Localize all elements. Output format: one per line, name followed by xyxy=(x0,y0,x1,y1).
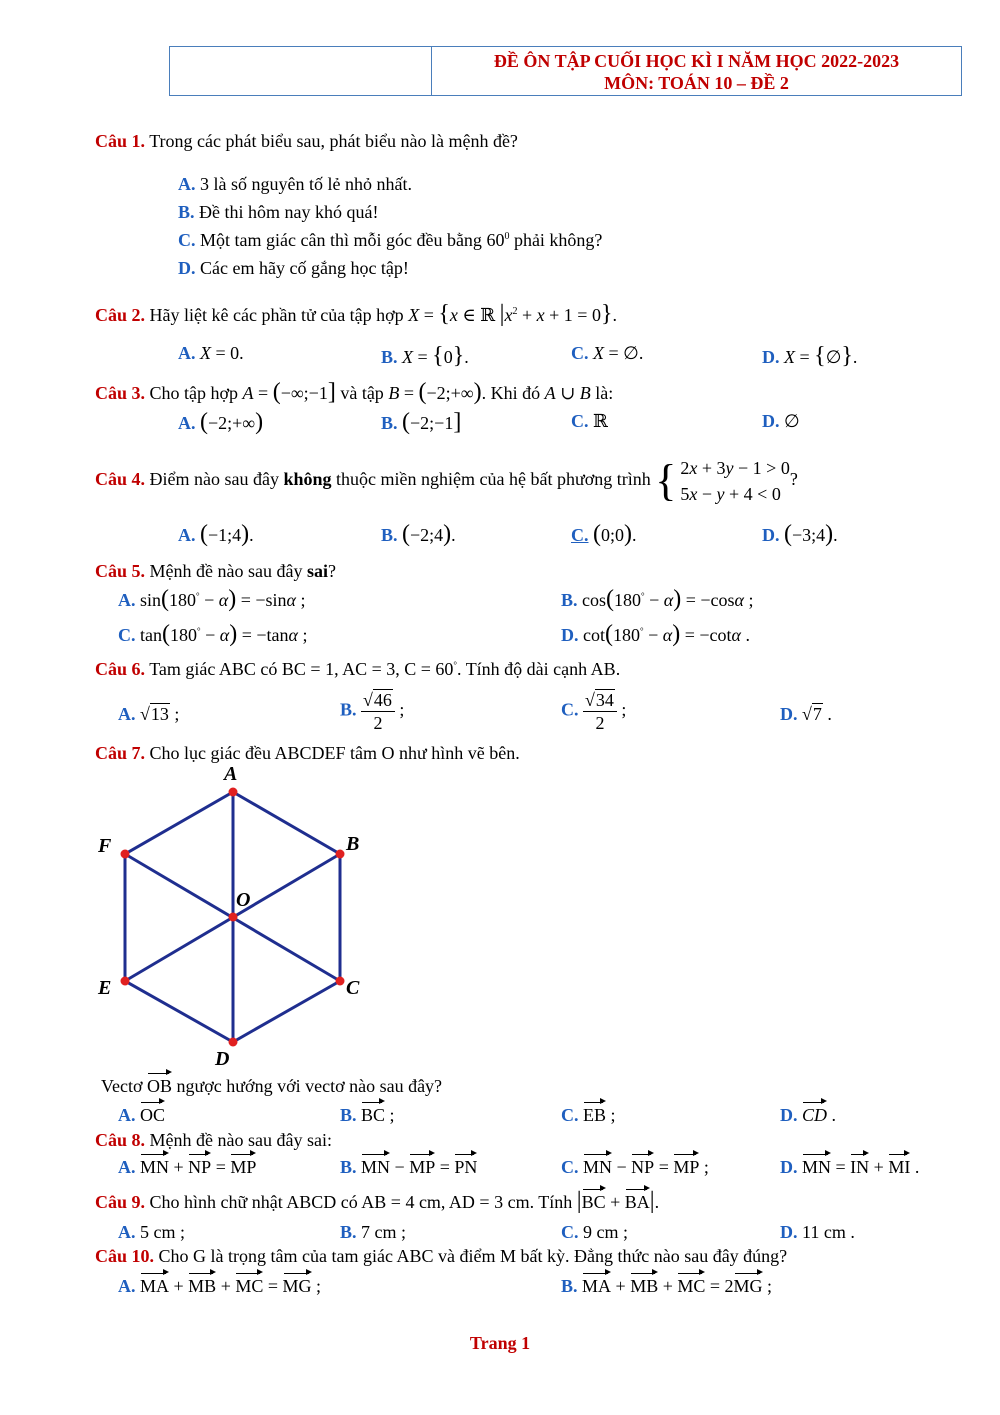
q9-option-a: A. 5 cm ; xyxy=(118,1222,186,1242)
q6-option-b: B. $\frac{√46}{2}$ ; xyxy=(340,690,405,733)
q7-vector-prompt: Vectơ OB ngược hướng với vectơ nào sau đây? xyxy=(101,1076,443,1096)
q5-option-c: C. tan(180° − α) = −tanα ; xyxy=(118,621,308,647)
q10-option-b: B. MA + MB + MC = 2MG ; xyxy=(561,1276,773,1296)
question-5: Câu 5. Mệnh đề nào sau đây sai? xyxy=(95,561,336,581)
q8-option-b: B. MN − MP = PN xyxy=(340,1157,478,1177)
q9-option-c: C. 9 cm ; xyxy=(561,1222,629,1242)
q10-option-a: A. MA + MB + MC = MG ; xyxy=(118,1276,322,1296)
q8-option-a: A. MN + NP = MP xyxy=(118,1157,257,1177)
q7-option-c: C. EB ; xyxy=(561,1105,616,1125)
question-9: Câu 9. Cho hình chữ nhật ABCD có AB = 4 cm, AD = 3 cm. Tính |BC + BA|. xyxy=(95,1188,660,1214)
label-f: F xyxy=(98,835,112,857)
header-line-2: MÔN: TOÁN 10 – ĐỀ 2 xyxy=(604,73,789,93)
inequality-system: { 2x + 3y − 1 > 0 5x − y + 4 < 0 xyxy=(655,456,790,505)
q4-option-d: D. (−3;4). xyxy=(762,521,838,547)
q2-option-d: D. X = {∅}. xyxy=(762,343,858,369)
question-2: Câu 2. Hãy liệt kê các phần tử của tập hợp X = {x ∈ ℝ $|x^2 + x + 1 = 0$}. xyxy=(95,301,617,327)
vertex-b xyxy=(336,850,345,859)
label-o: O xyxy=(236,889,251,911)
q2-option-c: C. X = ∅. xyxy=(571,343,644,363)
q6-option-a: A. √13 ; xyxy=(118,704,180,724)
vertex-c xyxy=(336,977,345,986)
vertex-f xyxy=(121,850,130,859)
q7-option-d: D. CD . xyxy=(780,1105,837,1125)
question-8: Câu 8. Mệnh đề nào sau đây sai: xyxy=(95,1130,332,1150)
header-title xyxy=(432,47,961,95)
question-3: Câu 3. Cho tập hợp A = (−∞;−1] và tập B = (−2;+∞). Khi đó A ∪ B là: xyxy=(95,379,614,405)
q5-option-a: A. sin(180° − α) = −sinα ; xyxy=(118,586,306,612)
q8-option-c: C. MN − NP = MP ; xyxy=(561,1157,709,1177)
q1-option-c: C. Một tam giác cân thì mỗi góc đều bằng $60^0$ phải không? xyxy=(178,230,603,250)
page-number: Trang 1 xyxy=(469,1333,531,1353)
vertex-e xyxy=(121,977,130,986)
q1-option-d: D. Các em hãy cố gắng học tập! xyxy=(178,258,409,278)
q6-option-d: D. √7 . xyxy=(780,704,832,724)
label-e: E xyxy=(98,977,112,999)
q4-option-b: B. (−2;4). xyxy=(381,521,456,547)
q2-option-a: A. X = 0. xyxy=(178,343,244,363)
q3-option-a: A. (−2;+∞) xyxy=(178,409,264,435)
q1-option-b: B. Đề thi hôm nay khó quá! xyxy=(178,202,379,222)
question-7: Câu 7. Cho lục giác đều ABCDEF tâm O như hình vẽ bên. xyxy=(95,743,520,763)
q4-option-c: C. (0;0). xyxy=(571,521,637,547)
q7-option-b: B. BC ; xyxy=(340,1105,395,1125)
hexagon-figure xyxy=(90,760,390,1070)
label-c: C xyxy=(346,977,360,999)
q3-option-c: C. ℝ xyxy=(571,411,608,431)
q5-option-b: B. cos(180° − α) = −cosα ; xyxy=(561,586,754,612)
vertex-a xyxy=(229,788,238,797)
q2-option-b: B. X = {0}. xyxy=(381,343,469,369)
question-10: Câu 10. Cho G là trọng tâm của tam giác ABC và điểm M bất kỳ. Đẳng thức nào sau đây đúng? xyxy=(95,1246,788,1266)
header-left-cell xyxy=(170,47,432,95)
q8-option-d: D. MN = IN + MI . xyxy=(780,1157,920,1177)
question-6: Câu 6. Tam giác ABC có BC = 1, AC = 3, C = 60°. Tính độ dài cạnh AB. xyxy=(95,659,621,679)
label-a: A xyxy=(224,763,238,785)
header-line-1: ĐỀ ÔN TẬP CUỐI HỌC KÌ I NĂM HỌC 2022-2023 xyxy=(493,51,900,71)
q3-option-d: D. ∅ xyxy=(762,411,800,431)
q9-option-d: D. 11 cm . xyxy=(780,1222,855,1242)
question-1: Câu 1. Trong các phát biểu sau, phát biểu nào là mệnh đề? xyxy=(95,131,518,151)
question-4: Câu 4. Điểm nào sau đây không thuộc miền nghiệm của hệ bất phương trình { 2x + 3y − 1 > 0 5x − y + 4 < 0 ? xyxy=(95,456,798,505)
q9-option-b: B. 7 cm ; xyxy=(340,1222,407,1242)
q5-option-d: D. cot(180° − α) = −cotα . xyxy=(561,621,750,647)
q3-option-b: B. (−2;−1] xyxy=(381,409,462,435)
q7-option-a: A. OC xyxy=(118,1105,166,1125)
q1-option-a: A. 3 là số nguyên tố lẻ nhỏ nhất. xyxy=(178,174,412,194)
label-b: B xyxy=(346,833,360,855)
q6-option-c: C. $\frac{√34}{2}$ ; xyxy=(561,690,627,733)
header-box xyxy=(169,46,962,96)
vertex-o xyxy=(229,913,238,922)
label-d: D xyxy=(215,1048,230,1070)
vertex-d xyxy=(229,1038,238,1047)
q4-option-a: A. (−1;4). xyxy=(178,521,254,547)
